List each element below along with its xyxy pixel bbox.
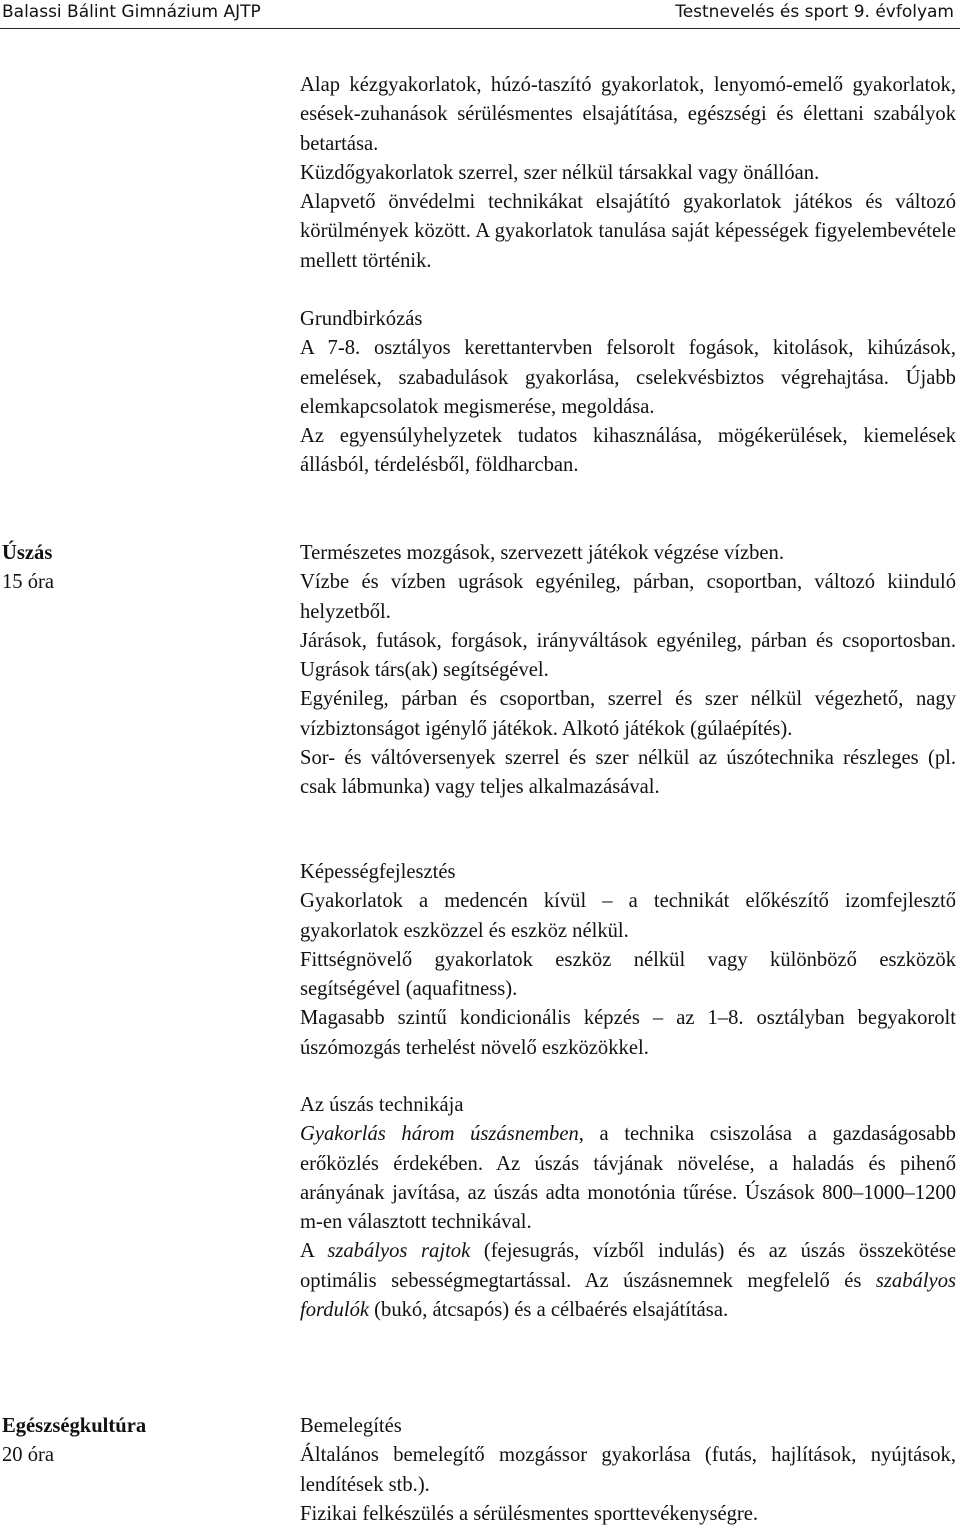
- uszas-paragraph: Természetes mozgások, szervezett játékok végzése vízben.: [300, 542, 785, 564]
- topic-hours: 20 óra: [2, 1444, 55, 1467]
- school-name: Balassi Bálint Gimnázium AJTP: [2, 2, 261, 22]
- topic-hours: 15 óra: [2, 571, 55, 594]
- grundbirkozas-paragraph: Az egyensúlyhelyzetek tudatos kihasználása, mögékerülések, kiemelések állásból, térdelésből, földharcban.: [300, 425, 956, 477]
- egeszseg-paragraph: Fizikai felkészülés a sérülésmentes sporttevékenységre.: [300, 1502, 759, 1525]
- uszas-paragraph: Egyénileg, párban és csoportban, szerrel és szer nélkül végezhető, nagy vízbiztonságot igénylő játékok. Alkotó játékok (gúlaépítés).: [300, 688, 956, 740]
- uszas-label: [2, 539, 54, 598]
- grundbirkozas-paragraph: A 7-8. osztályos kerettantervben felsorolt fogások, kitolások, kihúzások, emelések, szabadulások gyakorlása, cselekvésbiztos végrehajtása. Újabb elemkapcsolatok megismerése, megoldása.: [300, 337, 956, 418]
- uszas-paragraph: Vízbe és vízben ugrások egyénileg, párban, csoportban, változó kiinduló helyzetből.: [300, 571, 956, 623]
- egeszseg-paragraph: Általános bemelegítő mozgássor gyakorlása (futás, hajlítások, nyújtások, lendítések stb.).: [300, 1444, 956, 1496]
- section-heading: Grundbirkózás: [300, 308, 423, 330]
- kepessegfejlesztes-section: [300, 858, 956, 1063]
- technika-section: [300, 1091, 956, 1325]
- grundbirkozas-section: [300, 305, 956, 481]
- page-header: [0, 0, 960, 26]
- subject-grade: Testnevelés és sport 9. évfolyam: [675, 2, 954, 22]
- intro-paragraph: Küzdőgyakorlatok szerrel, szer nélkül társakkal vagy önállóan.: [300, 161, 820, 184]
- section-heading: Képességfejlesztés: [300, 861, 456, 883]
- uszas-paragraph: Járások, futások, forgások, irányváltások egyénileg, párban és csoportosban. Ugrások társ(ak) segítségével.: [300, 629, 956, 682]
- topic-title: Egészségkultúra: [2, 1415, 147, 1437]
- technika-paragraph: Gyakorlás három úszásnemben, a technika csiszolása a gazdaságosabb erőközlés érdekében. Az úszás távjának növelése, a haladás és pihenő arányának javítása, az úszás adta monotónia tűrése. Úszások 800–1000–1200 m-en választott technikával.: [300, 1123, 956, 1234]
- intro-section: [300, 71, 956, 276]
- topic-title: Úszás: [2, 542, 53, 564]
- kepesseg-paragraph: Magasabb szintű kondicionális képzés – az 1–8. osztályban begyakorolt úszómozgás terhelést növelő eszközökkel.: [300, 1007, 956, 1059]
- intro-paragraph: Alap kézgyakorlatok, húzó-taszító gyakorlatok, lenyomó-emelő gyakorlatok, esések-zuhanások sérülésmentes elsajátítása, egészségi és élettani szabályok betartása.: [300, 74, 956, 155]
- intro-paragraph: Alapvető önvédelmi technikákat elsajátító gyakorlatok játékos és változó körülmények között. A gyakorlatok tanulása saját képességek figyelembevétele mellett történik.: [300, 191, 956, 272]
- technika-paragraph: A szabályos rajtok (fejesugrás, vízből indulás) és az úszás összekötése optimális sebességmegtartással. Az úszásnemnek megfelelő és szabályos fordulók (bukó, átcsapós) és a célbaérés elsajátítása.: [300, 1240, 957, 1322]
- egeszsegkultura-label: [2, 1412, 146, 1471]
- section-heading: Az úszás technikája: [300, 1094, 464, 1116]
- kepesseg-paragraph: Fittségnövelő gyakorlatok eszköz nélkül vagy különböző eszközök segítségével (aquafitness).: [300, 948, 956, 1001]
- header-divider: [0, 28, 960, 29]
- uszas-paragraph: Sor- és váltóversenyek szerrel és szer nélkül az úszótechnika részleges (pl. csak lábmunka) vagy teljes alkalmazásával.: [300, 747, 956, 799]
- kepesseg-paragraph: Gyakorlatok a medencén kívül – a technikát előkészítő izomfejlesztő gyakorlatok eszközzel és eszköz nélkül.: [300, 890, 956, 942]
- uszas-section: [300, 539, 956, 803]
- section-heading: Bemelegítés: [300, 1415, 402, 1437]
- egeszsegkultura-section: [300, 1412, 956, 1529]
